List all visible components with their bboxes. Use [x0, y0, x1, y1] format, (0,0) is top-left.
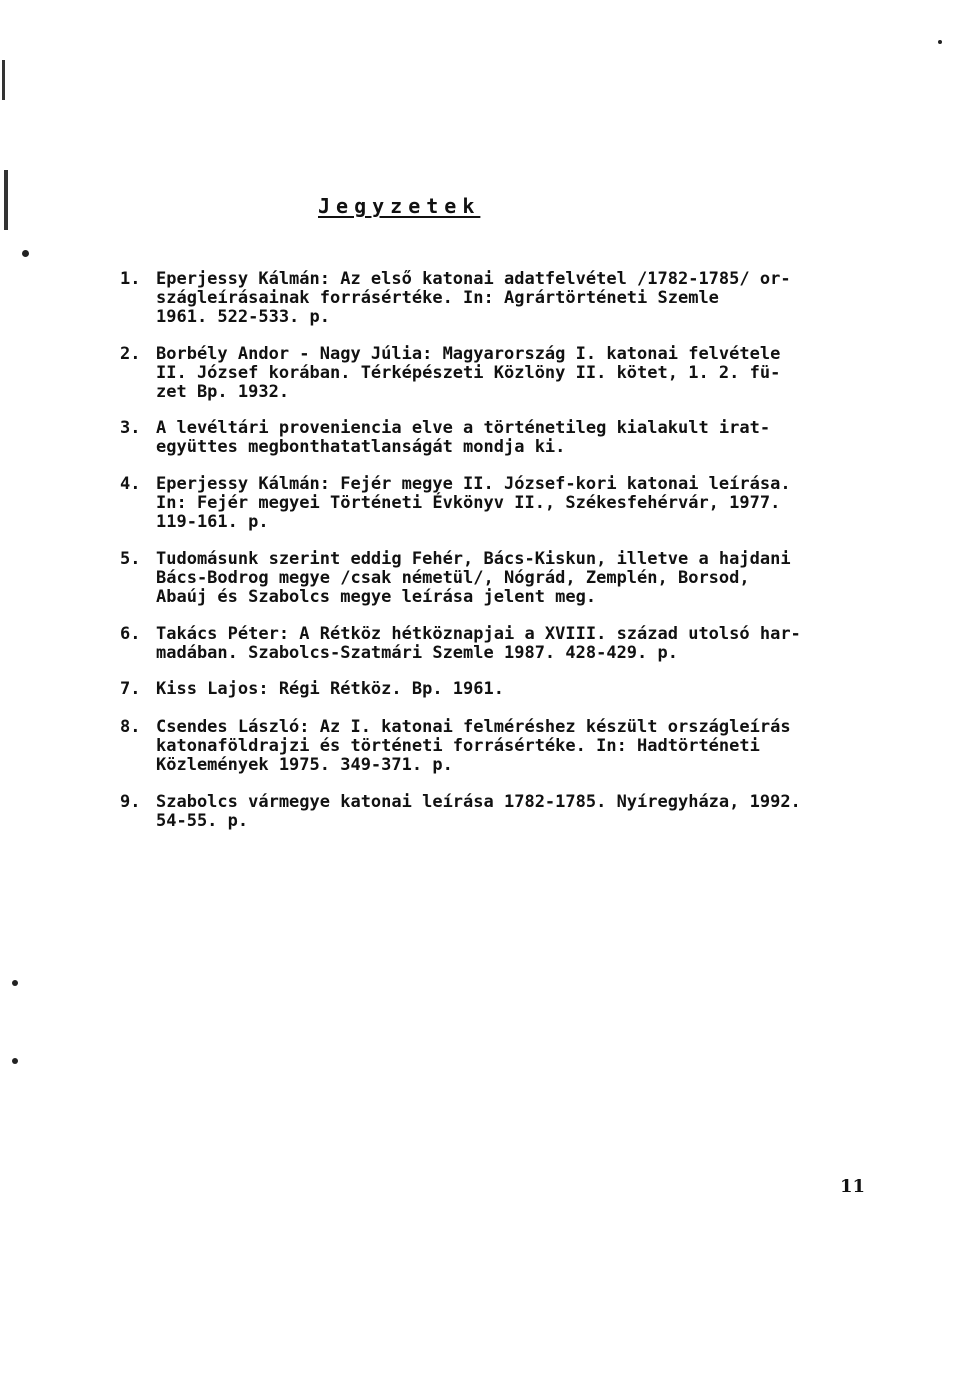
note-number: 4. — [120, 474, 141, 494]
scan-speck — [22, 250, 29, 257]
note-item — [120, 680, 880, 699]
note-number: 1. — [120, 269, 141, 289]
note-text — [156, 550, 791, 607]
note-number: 5. — [120, 549, 141, 569]
page-heading: Jegyzetek — [318, 194, 481, 218]
note-line: madában. Szabolcs-Szatmári Szemle 1987. 428-429. p. — [156, 643, 678, 663]
note-number: 7. — [120, 679, 141, 699]
note-number: 3. — [120, 418, 141, 438]
note-line: Közlemények 1975. 349-371. p. — [156, 755, 453, 775]
note-number: 8. — [120, 717, 141, 737]
note-number: 6. — [120, 624, 141, 644]
scan-speck — [938, 40, 942, 44]
note-item — [120, 718, 880, 775]
scan-edge-mark — [4, 170, 8, 230]
note-line: 54-55. p. — [156, 811, 249, 831]
note-text — [156, 718, 791, 775]
note-text — [156, 625, 801, 663]
scan-speck — [12, 980, 18, 986]
note-line: katonaföldrajzi és történeti forrásértéke. In: Hadtörténeti — [156, 736, 760, 756]
page-number: 11 — [840, 1176, 866, 1197]
scan-speck — [12, 1058, 18, 1064]
note-text — [156, 270, 791, 327]
note-line: együttes megbonthatatlanságát mondja ki. — [156, 437, 566, 457]
note-line: Eperjessy Kálmán: Fejér megye II. József-kori katonai leírása. — [156, 474, 791, 494]
note-text — [156, 419, 770, 457]
note-item — [120, 419, 880, 457]
notes-list — [120, 270, 880, 831]
note-item — [120, 475, 880, 532]
note-item — [120, 625, 880, 663]
note-line: 119-161. p. — [156, 512, 269, 532]
note-text — [156, 793, 801, 831]
note-line: 1961. 522-533. p. — [156, 307, 330, 327]
note-line: Eperjessy Kálmán: Az első katonai adatfelvétel /1782-1785/ or- — [156, 269, 791, 289]
note-item — [120, 270, 880, 327]
note-number: 9. — [120, 792, 141, 812]
note-line: In: Fejér megyei Történeti Évkönyv II., Székesfehérvár, 1977. — [156, 493, 781, 513]
note-line: Takács Péter: A Rétköz hétköznapjai a XVIII. század utolsó har- — [156, 624, 801, 644]
note-line: Kiss Lajos: Régi Rétköz. Bp. 1961. — [156, 679, 504, 699]
note-line: A levéltári proveniencia elve a történetileg kialakult irat- — [156, 418, 771, 438]
note-line: II. József korában. Térképészeti Közlöny II. kötet, 1. 2. fü- — [156, 363, 781, 383]
note-line: Abaúj és Szabolcs megye leírása jelent meg. — [156, 587, 597, 607]
note-item — [120, 793, 880, 831]
note-line: Tudomásunk szerint eddig Fehér, Bács-Kiskun, illetve a hajdani — [156, 549, 791, 569]
note-text — [156, 475, 791, 532]
note-line: szágleírásainak forrásértéke. In: Agrártörténeti Szemle — [156, 288, 719, 308]
note-item — [120, 550, 880, 607]
note-line: Szabolcs vármegye katonai leírása 1782-1785. Nyíregyháza, 1992. — [156, 792, 801, 812]
note-item — [120, 345, 880, 402]
note-number: 2. — [120, 344, 141, 364]
note-text — [156, 680, 504, 699]
note-line: Borbély Andor - Nagy Júlia: Magyarország I. katonai felvétele — [156, 344, 781, 364]
scan-edge-mark — [2, 60, 5, 100]
note-line: Csendes László: Az I. katonai felméréshez készült országleírás — [156, 717, 791, 737]
note-text — [156, 345, 780, 402]
note-line: Bács-Bodrog megye /csak németül/, Nógrád, Zemplén, Borsod, — [156, 568, 750, 588]
note-line: zet Bp. 1932. — [156, 382, 290, 402]
